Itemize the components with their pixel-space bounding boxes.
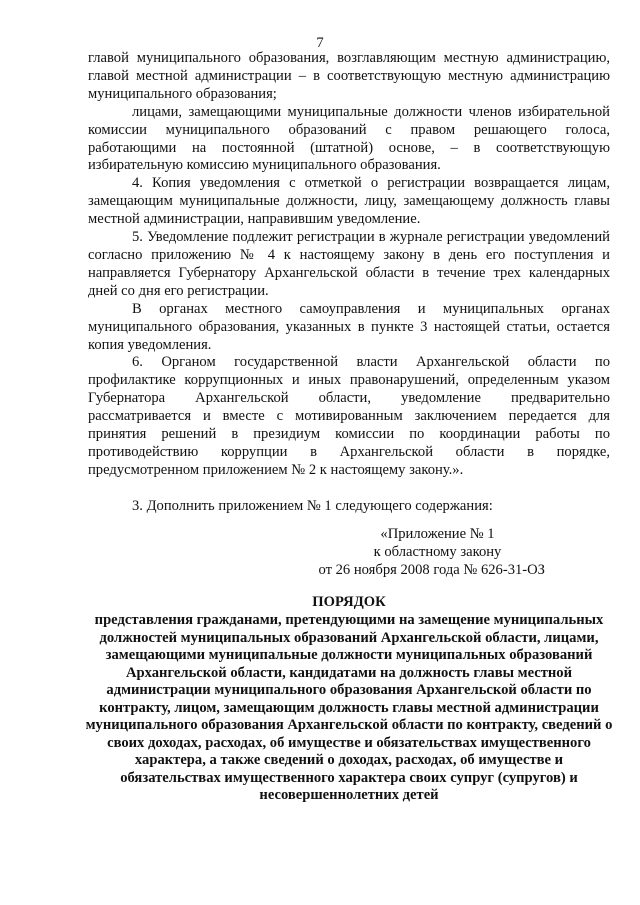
paragraph: 3. Дополнить приложением № 1 следующего содержания: — [132, 497, 493, 514]
paragraph: 4. Копия уведомления с отметкой о регистрации возвращается лицам, замещающим муниципальные должности, лицу, замещающему должность главы местной администрации, направившим уведомление. — [88, 175, 610, 228]
page-number: 7 — [316, 35, 324, 51]
paragraph: главой муниципального образования, возглавляющим местную администрацию, главой местной администрации – в соответствующую местную администрацию муниципального образования; — [88, 50, 610, 102]
appendix-line: от 26 ноября 2008 года № 626-31-ОЗ — [318, 561, 545, 578]
appendix-line: к областному закону — [373, 543, 502, 560]
paragraph: лицами, замещающими муниципальные должности членов избирательной комиссии муниципального образований с правом решающего голоса, работающими на постоянной (штатной) основе, – в соответствующую избирательную комиссию муниципального образования. — [88, 103, 610, 174]
order-subtitle: представления гражданами, претендующими на замещение муниципальных должностей муниципальных образований Архангельской области, лицами, замещающими муниципальные должности муниципальных образований Архангельской области, кандидатами на должность главы местной администрации муниципального образования Архангельской области по контракту, лицом, замещающим должность главы местной администрации муниципального образования Архангельской области по контракту, сведений о своих доходах, расходах, об имуществе и обязательствах имущественного характера, а также сведений о доходах, расходах, об имуществе и обязательствах имущественного характера своих супруг (супругов) и несовершеннолетних детей — [85, 612, 613, 803]
paragraph: 6. Органом государственной власти Архангельской области по профилактике коррупционных и иных правонарушений, определенным указом Губернатора Архангельской области, уведомление предварительно рассматривается и вместе с мотивированным заключением передается для принятия решений в президиум комиссии по координации работы по противодействию коррупции в Архангельской области в порядке, предусмотренном приложением № 2 к настоящему закону.». — [88, 354, 610, 478]
order-title: ПОРЯДОК — [312, 594, 386, 610]
paragraph: В органах местного самоуправления и муниципальных органах муниципального образования, указанных в пункте 3 настоящей статьи, остается копия уведомления. — [88, 300, 610, 353]
appendix-line: «Приложение № 1 — [380, 526, 495, 542]
document-body — [88, 50, 610, 516]
paragraph: 5. Уведомление подлежит регистрации в журнале регистрации уведомлений согласно приложению № 4 к настоящему закону в день его поступления и направляется Губернатору Архангельской области в течение трех календарных дней со дня его регистрации. — [88, 229, 610, 299]
appendix-reference — [318, 526, 545, 580]
